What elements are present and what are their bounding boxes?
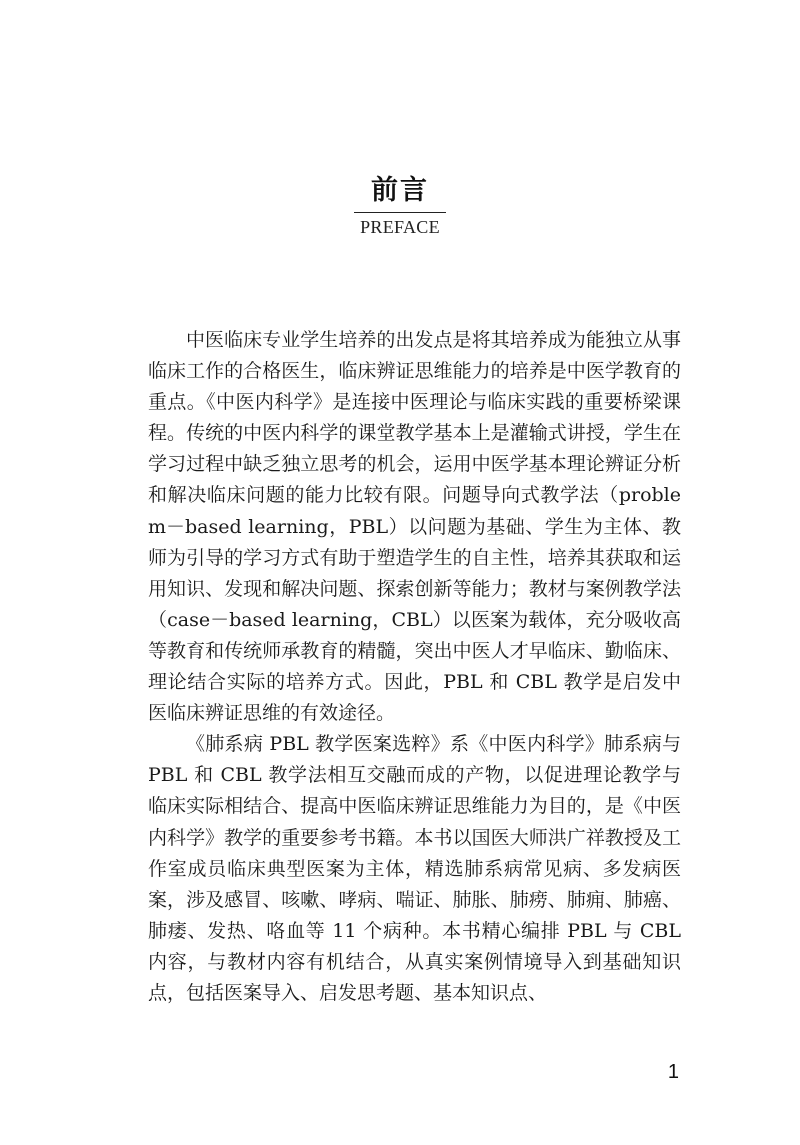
page-subtitle: PREFACE xyxy=(360,217,440,237)
preface-body xyxy=(148,325,681,1009)
preface-heading xyxy=(0,174,800,238)
title-divider xyxy=(354,212,446,213)
paragraph-2: 《肺系病 PBL 教学医案选粹》系《中医内科学》肺系病与 PBL 和 CBL 教学法相互交融而成的产物，以促进理论教学与临床实际相结合、提高中医临床辨证思维能力为目的，是《中医内科学》教学的重要参考书籍。本书以国医大师洪广祥教授及工作室成员临床典型医案为主体，精选肺系病常见病、多发病医案，涉及感冒、咳嗽、哮病、喘证、肺胀、肺痨、肺痈、肺癌、肺痿、发热、咯血等 11 个病种。本书精心编排 PBL 与 CBL 内容，与教材内容有机结合，从真实案例情境导入到基础知识点，包括医案导入、启发思考题、基本知识点、 xyxy=(148,733,681,1004)
paragraph-1: 中医临床专业学生培养的出发点是将其培养成为能独立从事临床工作的合格医生，临床辨证思维能力的培养是中医学教育的重点。《中医内科学》是连接中医理论与临床实践的重要桥梁课程。传统的中医内科学的课堂教学基本上是灌输式讲授，学生在学习过程中缺乏独立思考的机会，运用中医学基本理论辨证分析和解决临床问题的能力比较有限。问题导向式教学法（problem－based learning，PBL）以问题为基础、学生为主体、教师为引导的学习方式有助于塑造学生的自主性，培养其获取和运用知识、发现和解决问题、探索创新等能力；教材与案例教学法（case－based learning，CBL）以医案为载体，充分吸收高等教育和传统师承教育的精髓，突出中医人才早临床、勤临床、理论结合实际的培养方式。因此，PBL 和 CBL 教学是启发中医临床辨证思维的有效途径。 xyxy=(148,329,681,725)
page-number: 1 xyxy=(667,1061,679,1083)
page-title: 前言 xyxy=(371,175,429,206)
